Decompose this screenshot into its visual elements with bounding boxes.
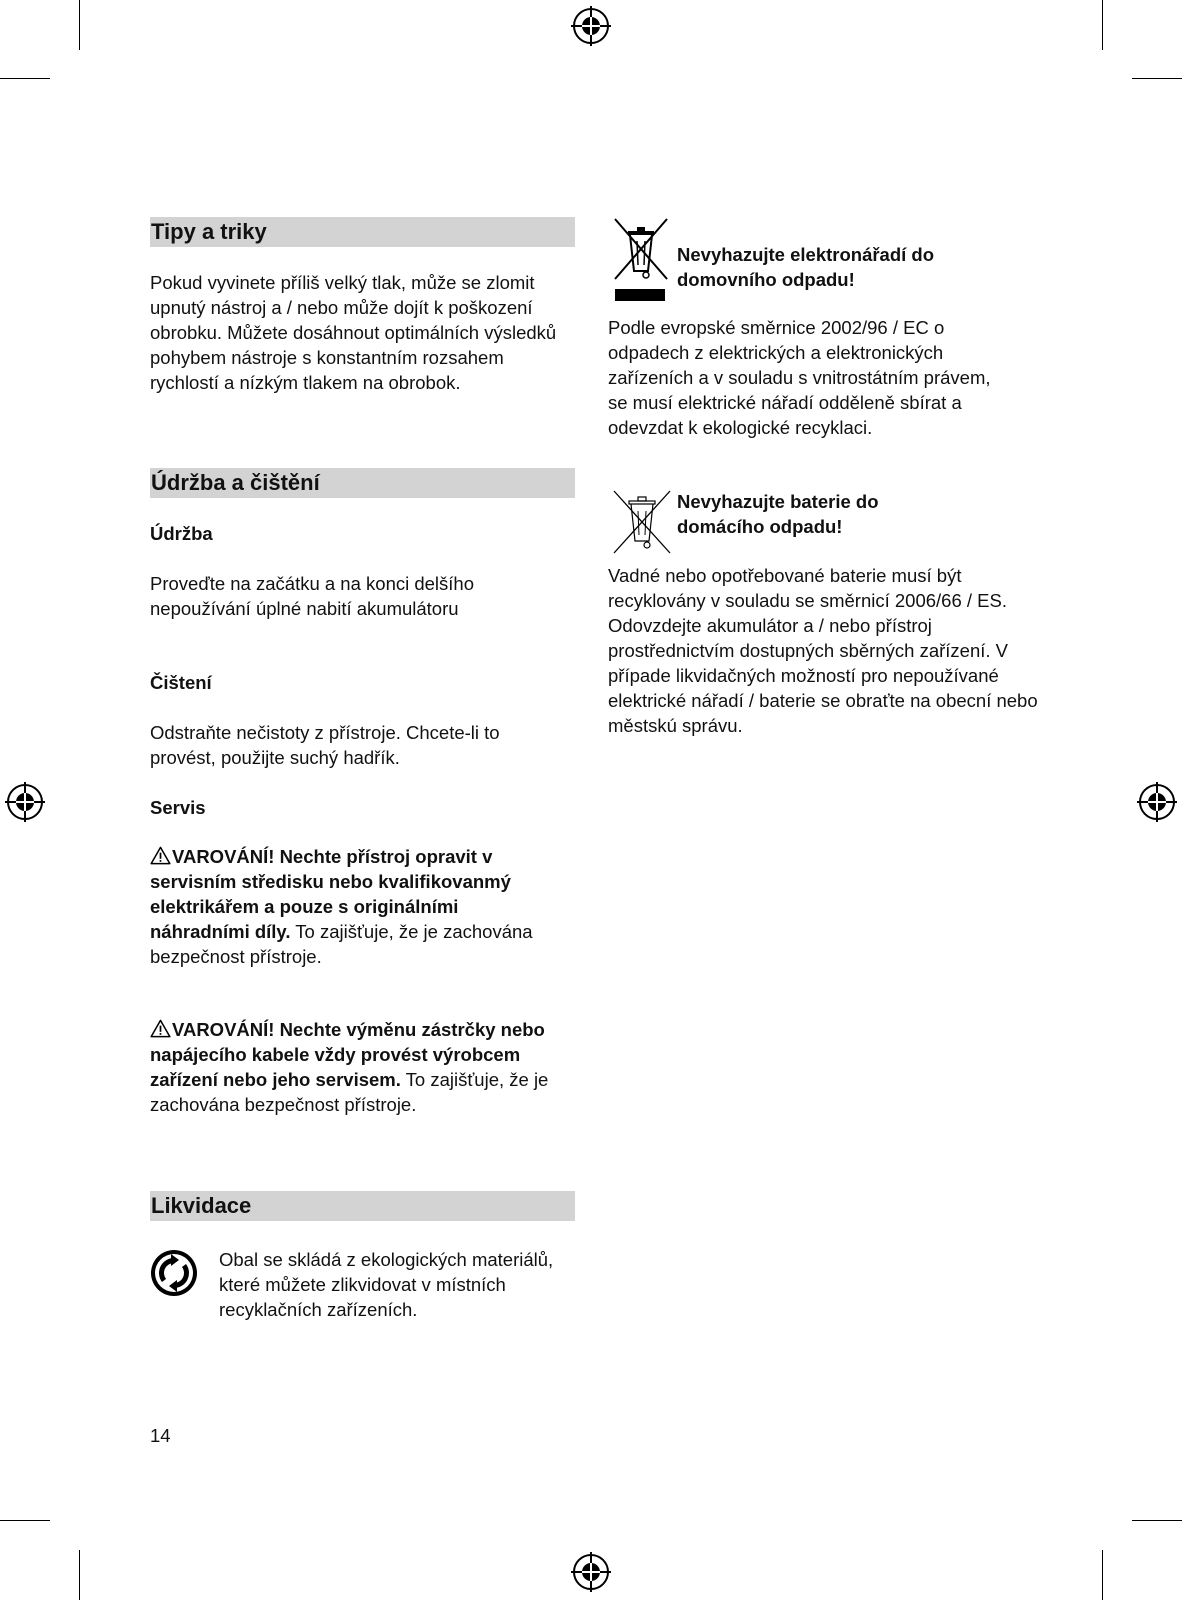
crop-mark-top-right-v <box>1102 0 1103 50</box>
warning-repair-bold: VAROVÁNÍ! Nechte přístroj opravit v servisním středisku nebo kvalifikovanmý elektrikářem a pouze s originálními náhradními díly. <box>150 846 511 942</box>
warning-cable <box>150 1017 550 1117</box>
registration-mark-icon <box>571 1552 611 1592</box>
registration-mark-icon <box>5 782 45 822</box>
maintenance-paragraph: Proveďte na začátku a na konci delšího nepoužívání úplné nabití akumulátoru <box>150 573 475 619</box>
crossed-bin-icon <box>611 217 671 303</box>
crossed-bin-icon <box>611 489 673 557</box>
crop-mark-top-left-v <box>79 0 80 50</box>
crop-mark-bottom-left-v <box>79 1550 80 1600</box>
crop-mark-top-right-h <box>1132 78 1182 79</box>
cleaning-paragraph: Odstraňte nečistoty z přístroje. Chcete-li to provést, použijte suchý hadřík. <box>150 722 500 768</box>
green-dot-icon <box>149 1248 199 1298</box>
battery-heading: Nevyhazujte baterie do domácího odpadu! <box>677 491 879 537</box>
section-heading-tips: Tipy a triky <box>150 217 575 247</box>
weee-paragraph: Podle evropské směrnice 2002/96 / EC o odpadech z elektrických a elektronických zařízeních a v souladu s vnitrostátním právem, se musí elektrické nářadí odděleně sbírat a odevzdat k ekologické recyklaci. <box>608 317 991 438</box>
warning-triangle-icon <box>150 846 171 865</box>
warning-cable-text: To zajišťuje, že je zachována bezpečnost přístroje. <box>150 1069 549 1115</box>
packaging-paragraph: Obal se skládá z ekologických materiálů, které můžete zlikvidovat v místních recyklačních zařízeních. <box>219 1249 554 1320</box>
crop-mark-bottom-right-v <box>1102 1550 1103 1600</box>
registration-mark-icon <box>571 6 611 46</box>
warning-repair-text: To zajišťuje, že je zachována bezpečnost přístroje. <box>150 921 533 967</box>
page-number: 14 <box>150 1425 171 1446</box>
warning-repair <box>150 844 550 969</box>
warning-cable-bold: VAROVÁNÍ! Nechte výměnu zástrčky nebo napájecího kabele vždy provést výrobcem zařízení nebo jeho servisem. <box>150 1019 545 1090</box>
section-heading-maintenance: Údržba a čištění <box>150 468 575 498</box>
tips-paragraph: Pokud vyvinete příliš velký tlak, může se zlomit upnutý nástroj a / nebo může dojít k poškození obrobku. Můžete dosáhnout optimálních výsledků pohybem nástroje s konstantním rozsahem rychlostí a nízkým tlakem na obrobok. <box>150 272 557 393</box>
registration-mark-icon <box>1137 782 1177 822</box>
warning-triangle-icon <box>150 1019 171 1038</box>
weee-heading: Nevyhazujte elektronářadí do domovního odpadu! <box>677 244 935 290</box>
crop-mark-top-left-h <box>0 78 50 79</box>
crop-mark-bottom-right-h <box>1132 1520 1182 1521</box>
section-heading-disposal: Likvidace <box>150 1191 575 1221</box>
subheading-cleaning: Čištení <box>150 672 212 693</box>
subheading-maintenance: Údržba <box>150 523 213 544</box>
crop-mark-bottom-left-h <box>0 1520 50 1521</box>
subheading-service: Servis <box>150 797 206 818</box>
battery-paragraph: Vadné nebo opotřebované baterie musí být recyklovány v souladu se směrnicí 2006/66 / ES. Odovzdejte akumulátor a / nebo přístroj prostřednictvím dostupných sběrných zařízení. V případe likvidačných možností pro nepoužívané elektrické nářadí / baterie se obraťte na obecní nebo městskú správu. <box>608 565 1038 736</box>
